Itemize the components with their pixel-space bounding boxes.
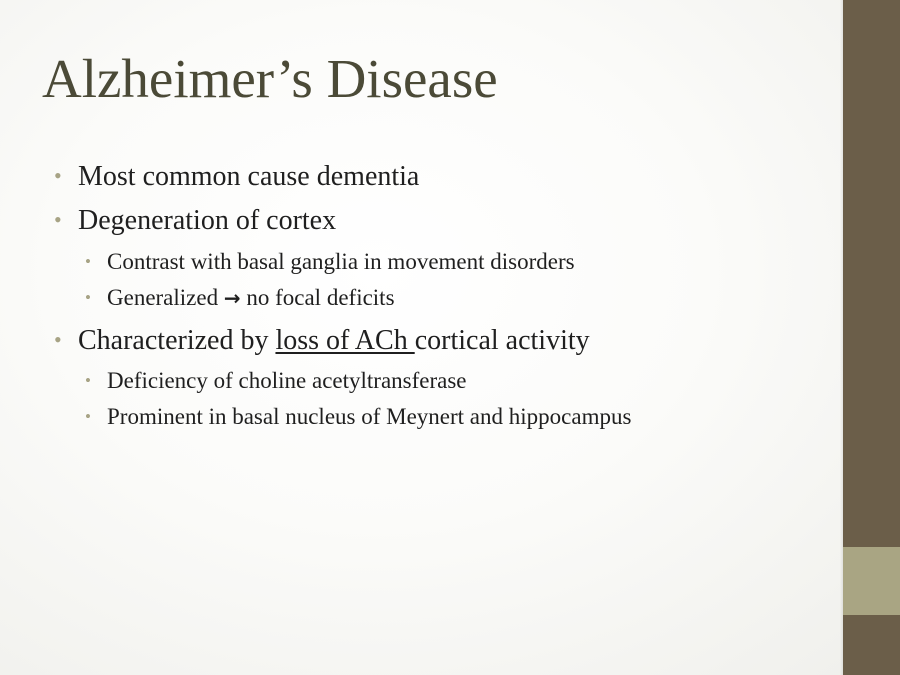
bullet-dot: • xyxy=(85,407,91,426)
bullet-text: Most common cause dementia xyxy=(78,161,420,192)
sub-bullet-prominent xyxy=(85,402,632,432)
slide-title: Alzheimer’s Disease xyxy=(42,48,498,109)
bullet-dot: • xyxy=(54,163,62,188)
right-arrow-icon: → xyxy=(223,286,241,310)
bullet-text-part: cortical activity xyxy=(414,325,590,356)
underlined-phrase: loss of ACh xyxy=(275,325,415,356)
bullet-dot: • xyxy=(85,288,91,307)
sub-bullet-generalized xyxy=(85,283,395,313)
bullet-dot: • xyxy=(85,252,91,271)
bullet-text: Degeneration of cortex xyxy=(78,205,337,236)
bullet-text-part: Generalized xyxy=(107,285,224,310)
sidebar-accent-block xyxy=(843,547,900,615)
bullet-text-part: Characterized by xyxy=(78,325,276,356)
bullet-most-common-cause xyxy=(54,159,420,195)
bullet-text-part: no focal deficits xyxy=(240,285,395,310)
bullet-dot: • xyxy=(85,371,91,390)
bullet-text: Contrast with basal ganglia in movement disorders xyxy=(107,249,575,274)
bullet-text: Prominent in basal nucleus of Meynert and hippocampus xyxy=(107,404,632,429)
bullet-degeneration-of-cortex xyxy=(54,203,337,239)
bullet-dot: • xyxy=(54,327,62,352)
bullet-text: Deficiency of choline acetyltransferase xyxy=(107,368,467,393)
sub-bullet-contrast xyxy=(85,247,575,277)
sub-bullet-deficiency xyxy=(85,366,467,396)
bullet-characterized-by xyxy=(54,323,590,359)
bullet-dot: • xyxy=(54,207,62,232)
